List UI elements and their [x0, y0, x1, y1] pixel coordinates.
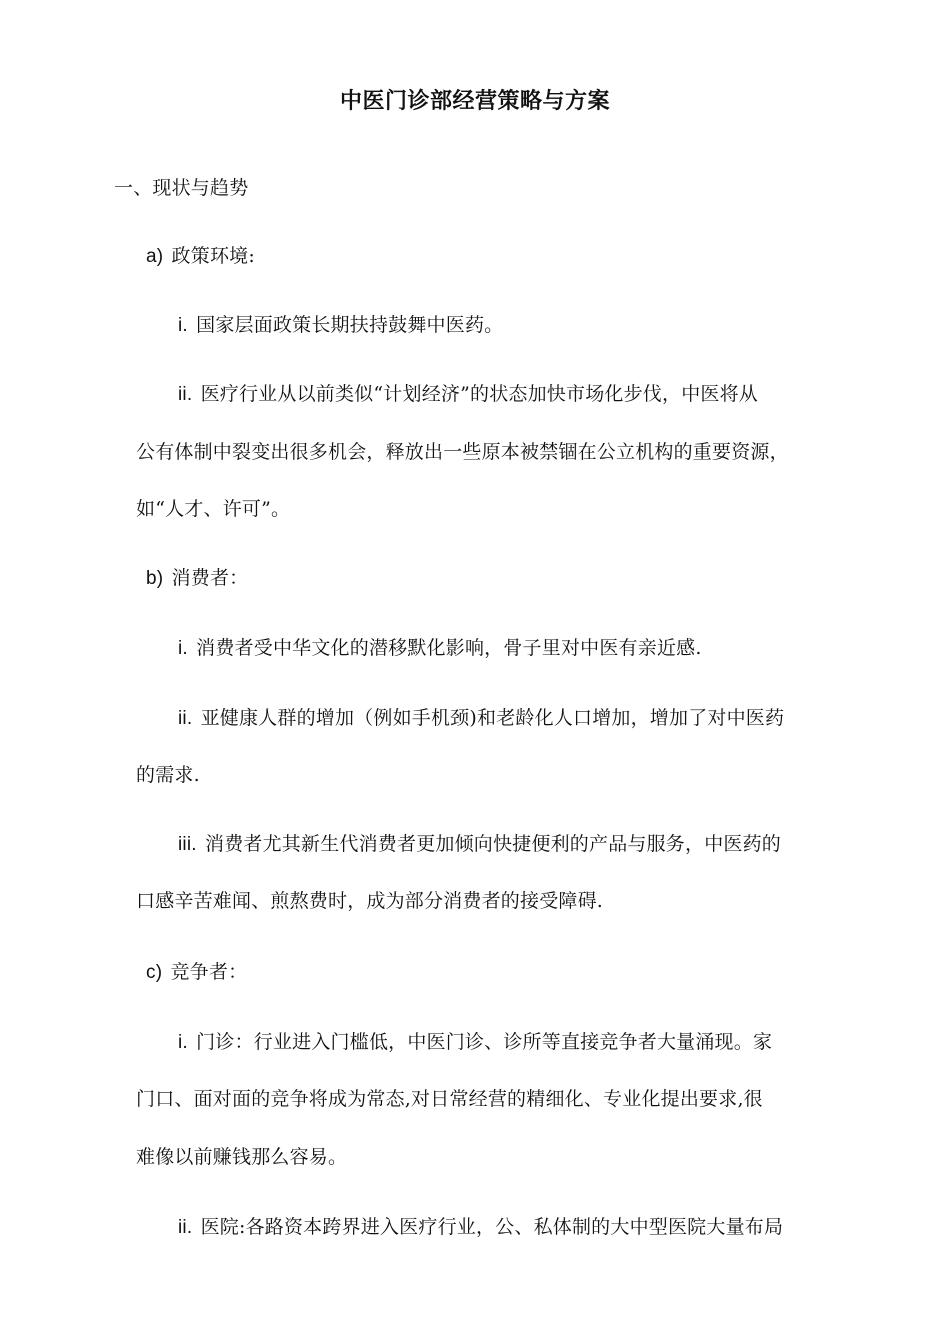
list-item — [178, 311, 503, 340]
list-marker: i. — [178, 1032, 188, 1053]
paragraph-continuation: 公有体制中裂变出很多机会，释放出一些原本被禁锢在公立机构的重要资源， — [136, 441, 789, 463]
section-heading — [114, 174, 248, 202]
subsection-title: 竞争者： — [170, 961, 248, 983]
list-item — [178, 1028, 772, 1057]
list-marker: a) — [146, 246, 164, 267]
subsection-policy-heading — [146, 242, 255, 271]
list-marker: ii. — [178, 1217, 193, 1238]
document-title: 中医门诊部经营策略与方案 — [339, 89, 610, 114]
paragraph-continuation: 的需求. — [136, 764, 200, 786]
list-item — [178, 1213, 783, 1242]
list-marker: b) — [146, 568, 164, 589]
subsection-title: 消费者： — [171, 567, 249, 589]
section-heading-text: 一、现状与趋势 — [114, 177, 249, 199]
paragraph-text: 医疗行业从以前类似“计划经济”的状态加快市场化步伐，中医将从 — [200, 383, 759, 405]
paragraph-text: 国家层面政策长期扶持鼓舞中医药。 — [196, 314, 504, 336]
paragraph-continuation: 难像以前赚钱那么容易。 — [136, 1146, 348, 1168]
subsection-competitor-heading — [146, 958, 247, 987]
list-marker: ii. — [178, 708, 193, 729]
paragraph-text: 门诊：行业进入门槛低，中医门诊、诊所等直接竞争者大量涌现。家 — [196, 1031, 773, 1053]
paragraph-continuation: 如“人才、许可”。 — [136, 498, 291, 520]
paragraph-text: 医院:各路资本跨界进入医疗行业，公、私体制的大中型医院大量布局 — [200, 1216, 784, 1238]
list-item — [178, 830, 781, 859]
list-marker: c) — [146, 962, 163, 983]
list-marker: ii. — [178, 384, 193, 405]
list-marker: i. — [178, 315, 188, 336]
paragraph-text: 亚健康人群的增加（例如手机颈)和老龄化人口增加，增加了对中医药 — [200, 707, 785, 729]
list-marker: i. — [178, 638, 188, 659]
paragraph-continuation: 口感辛苦难闻、煎熬费时，成为部分消费者的接受障碍. — [136, 890, 604, 912]
list-item — [178, 380, 758, 409]
subsection-consumer-heading — [146, 564, 248, 593]
subsection-title: 政策环境: — [171, 245, 255, 267]
paragraph-text: 消费者受中华文化的潜移默化影响，骨子里对中医有亲近感. — [196, 637, 702, 659]
list-item — [178, 634, 702, 663]
list-item — [178, 704, 784, 733]
paragraph-text: 消费者尤其新生代消费者更加倾向快捷便利的产品与服务，中医药的 — [205, 833, 782, 855]
list-marker: iii. — [178, 834, 197, 855]
paragraph-continuation: 门口、面对面的竞争将成为常态,对日常经营的精细化、专业化提出要求,很 — [136, 1088, 763, 1110]
